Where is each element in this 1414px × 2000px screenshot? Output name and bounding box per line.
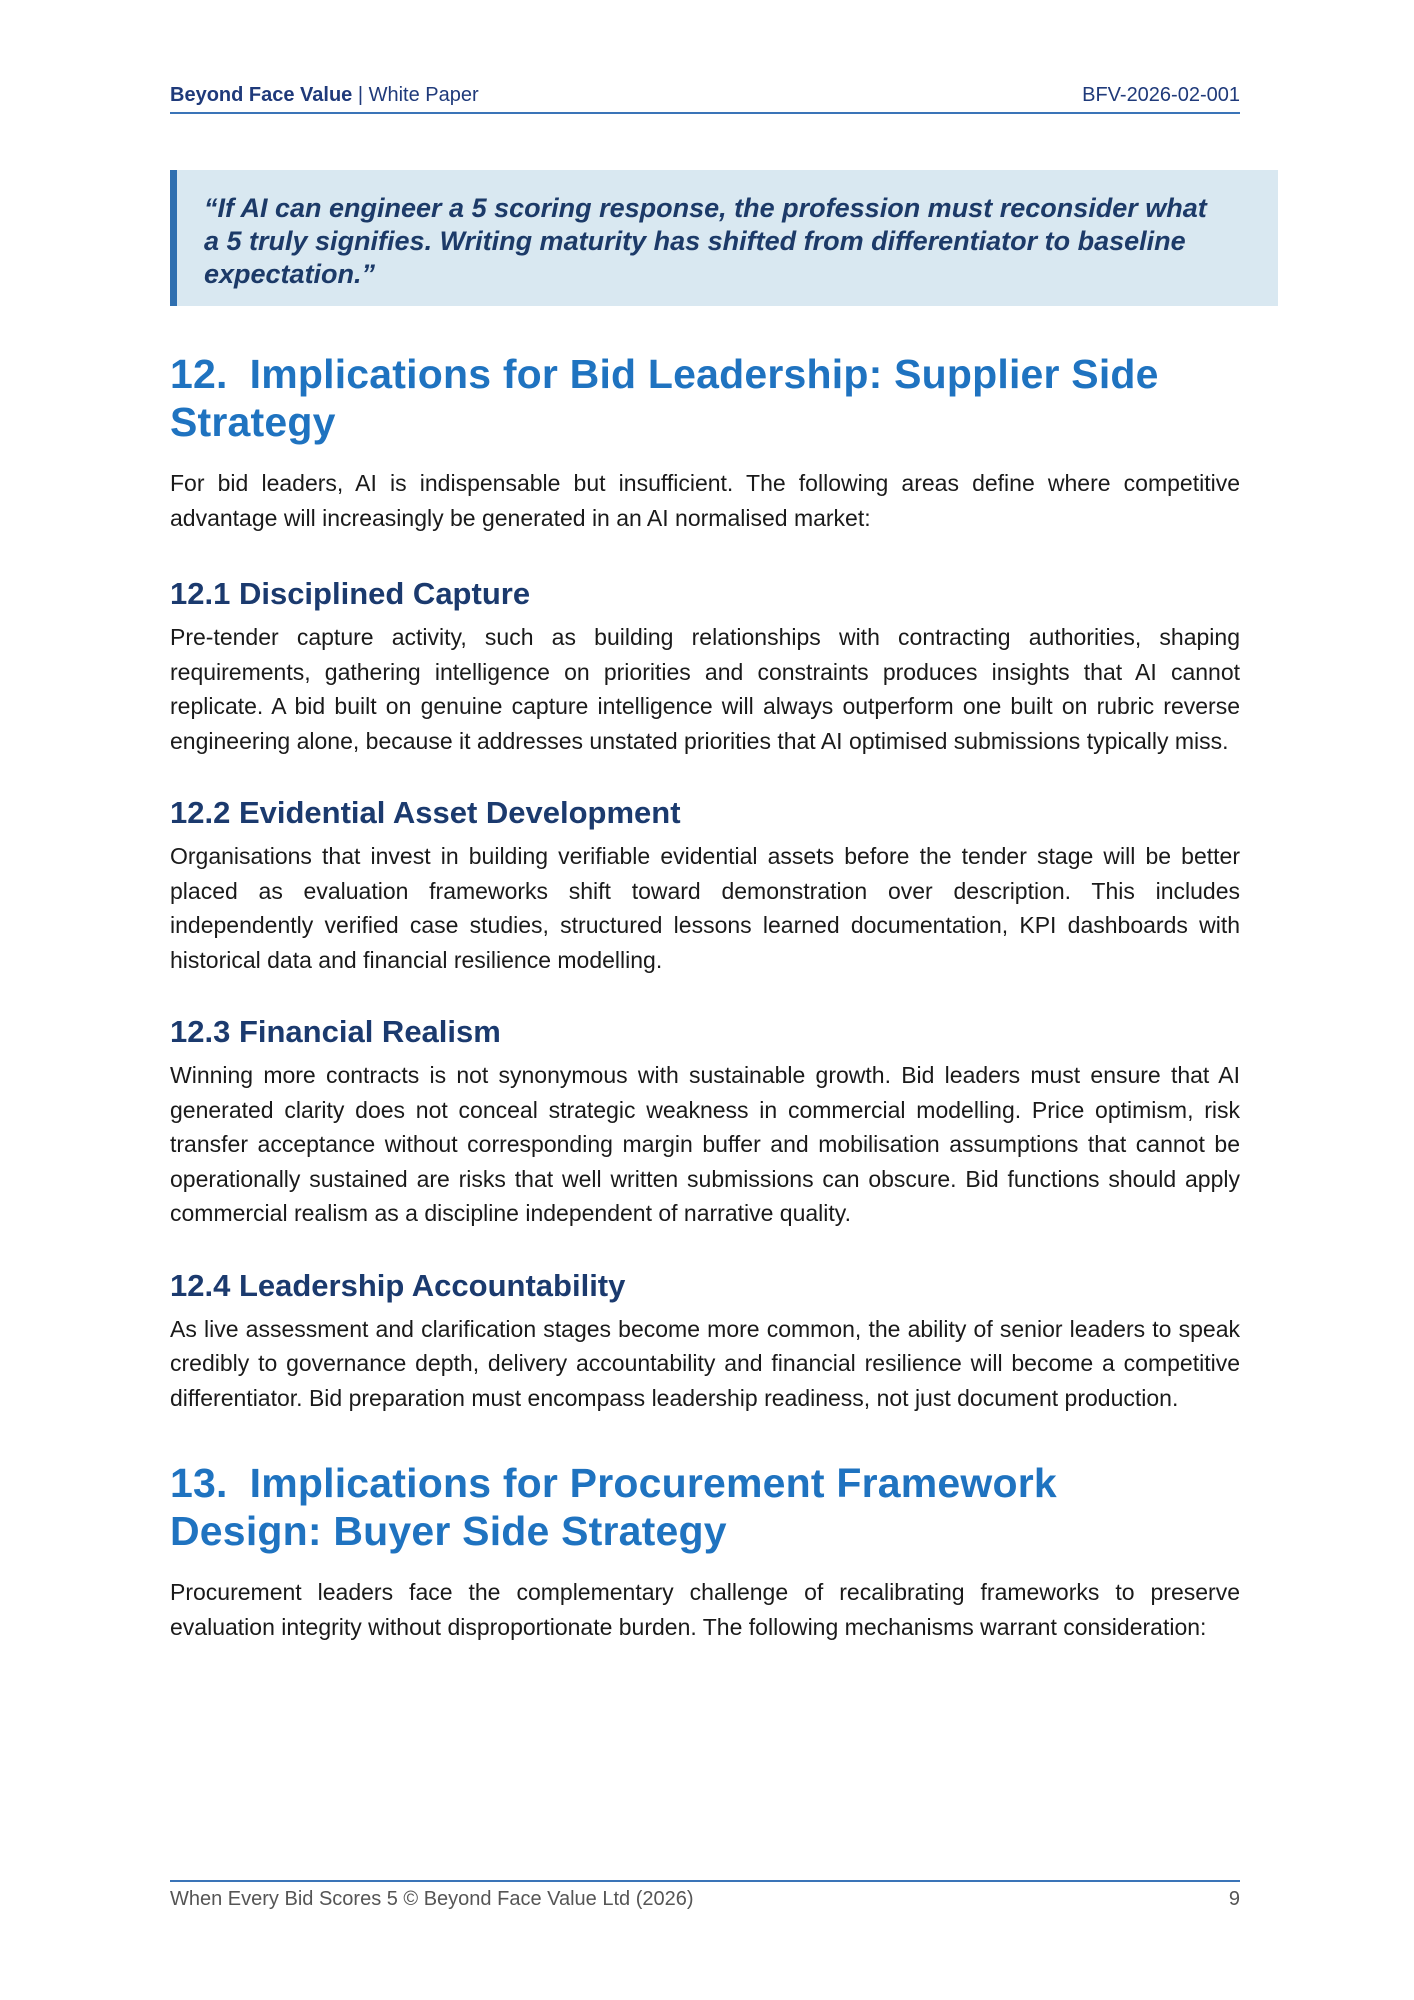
page-footer <box>170 1888 1240 1911</box>
footer-copyright: When Every Bid Scores 5 © Beyond Face Value Ltd (2026) <box>170 1888 694 1910</box>
section-12-title-line1: Implications for Bid Leadership: Supplier Side <box>249 351 1159 397</box>
header-reference: BFV-2026-02-001 <box>1082 84 1240 106</box>
subsection-12-4-text: As live assessment and clarification stages become more common, the ability of senior leaders to speak credibly to governance depth, delivery accountability and financial resilience will become a competitive differentiator. Bid preparation must encompass leadership readiness, not just document production. <box>170 1315 1240 1411</box>
section-13-intro: Procurement leaders face the complementary challenge of recalibrating frameworks to preserve evaluation integrity without disproportionate burden. The following mechanisms warrant consideration: <box>170 1579 1240 1640</box>
page-header <box>170 84 1240 112</box>
header-separator: | <box>352 84 369 106</box>
subsection-12-1-heading: 12.1 Disciplined Capture <box>170 576 531 611</box>
subsection-12-2-heading: 12.2 Evidential Asset Development <box>170 795 681 830</box>
main-content <box>170 350 1240 1644</box>
subsection-12-1-text: Pre-tender capture activity, such as building relationships with contracting authorities, shaping requirements, gathering intelligence on priorities and constraints produces insights that AI cannot replicate. A bid built on genuine capture intelligence will always outperform one built on rubric reverse engineering alone, because it addresses unstated priorities that AI optimised submissions typically miss. <box>170 624 1240 754</box>
subsection-12-4-heading: 12.4 Leadership Accountability <box>170 1267 626 1303</box>
subsection-12-3-text: Winning more contracts is not synonymous with sustainable growth. Bid leaders must ensure that AI generated clarity does not conceal strategic weakness in commercial modelling. Price optimism, risk transfer acceptance without corresponding margin buffer and mobilisation assumptions that cannot be operationally sustained are risks that well written submissions can obscure. Bid functions should apply commercial realism as a discipline independent of narrative quality. <box>170 1062 1240 1226</box>
page-number: 9 <box>1228 1888 1240 1910</box>
subsection-12-2-text: Organisations that invest in building verifiable evidential assets before the tender stage will be better placed as evaluation frameworks shift toward demonstration over description. This includes independently verified case studies, structured lessons learned documentation, KPI dashboards with historical data and financial resilience modelling. <box>170 843 1240 973</box>
header-brand: Beyond Face Value <box>170 84 353 106</box>
header-doc-type: White Paper <box>368 84 479 106</box>
section-12-number: 12. <box>170 351 228 397</box>
header-rule <box>170 112 1240 114</box>
section-13-title-line1: Implications for Procurement Framework <box>249 1460 1057 1506</box>
section-12-title-line2: Strategy <box>170 399 336 445</box>
callout-quote: “If AI can engineer a 5 scoring response, the profession must reconsider what a 5 truly signifies. Writing maturity has shifted from differentiator to baseline expectation.” <box>204 193 1207 289</box>
subsection-12-3-heading: 12.3 Financial Realism <box>170 1014 501 1049</box>
section-13-heading <box>170 1459 1240 1555</box>
section-13-title-line2: Design: Buyer Side Strategy <box>170 1508 727 1554</box>
section-13-number: 13. <box>170 1460 228 1506</box>
quote-callout <box>170 170 1278 306</box>
section-12-intro: For bid leaders, AI is indispensable but insufficient. The following areas define where competitive advantage will increasingly be generated in an AI normalised market: <box>170 470 1240 531</box>
header-title <box>170 84 479 107</box>
section-12-heading <box>170 350 1240 446</box>
footer-rule <box>170 1880 1240 1882</box>
